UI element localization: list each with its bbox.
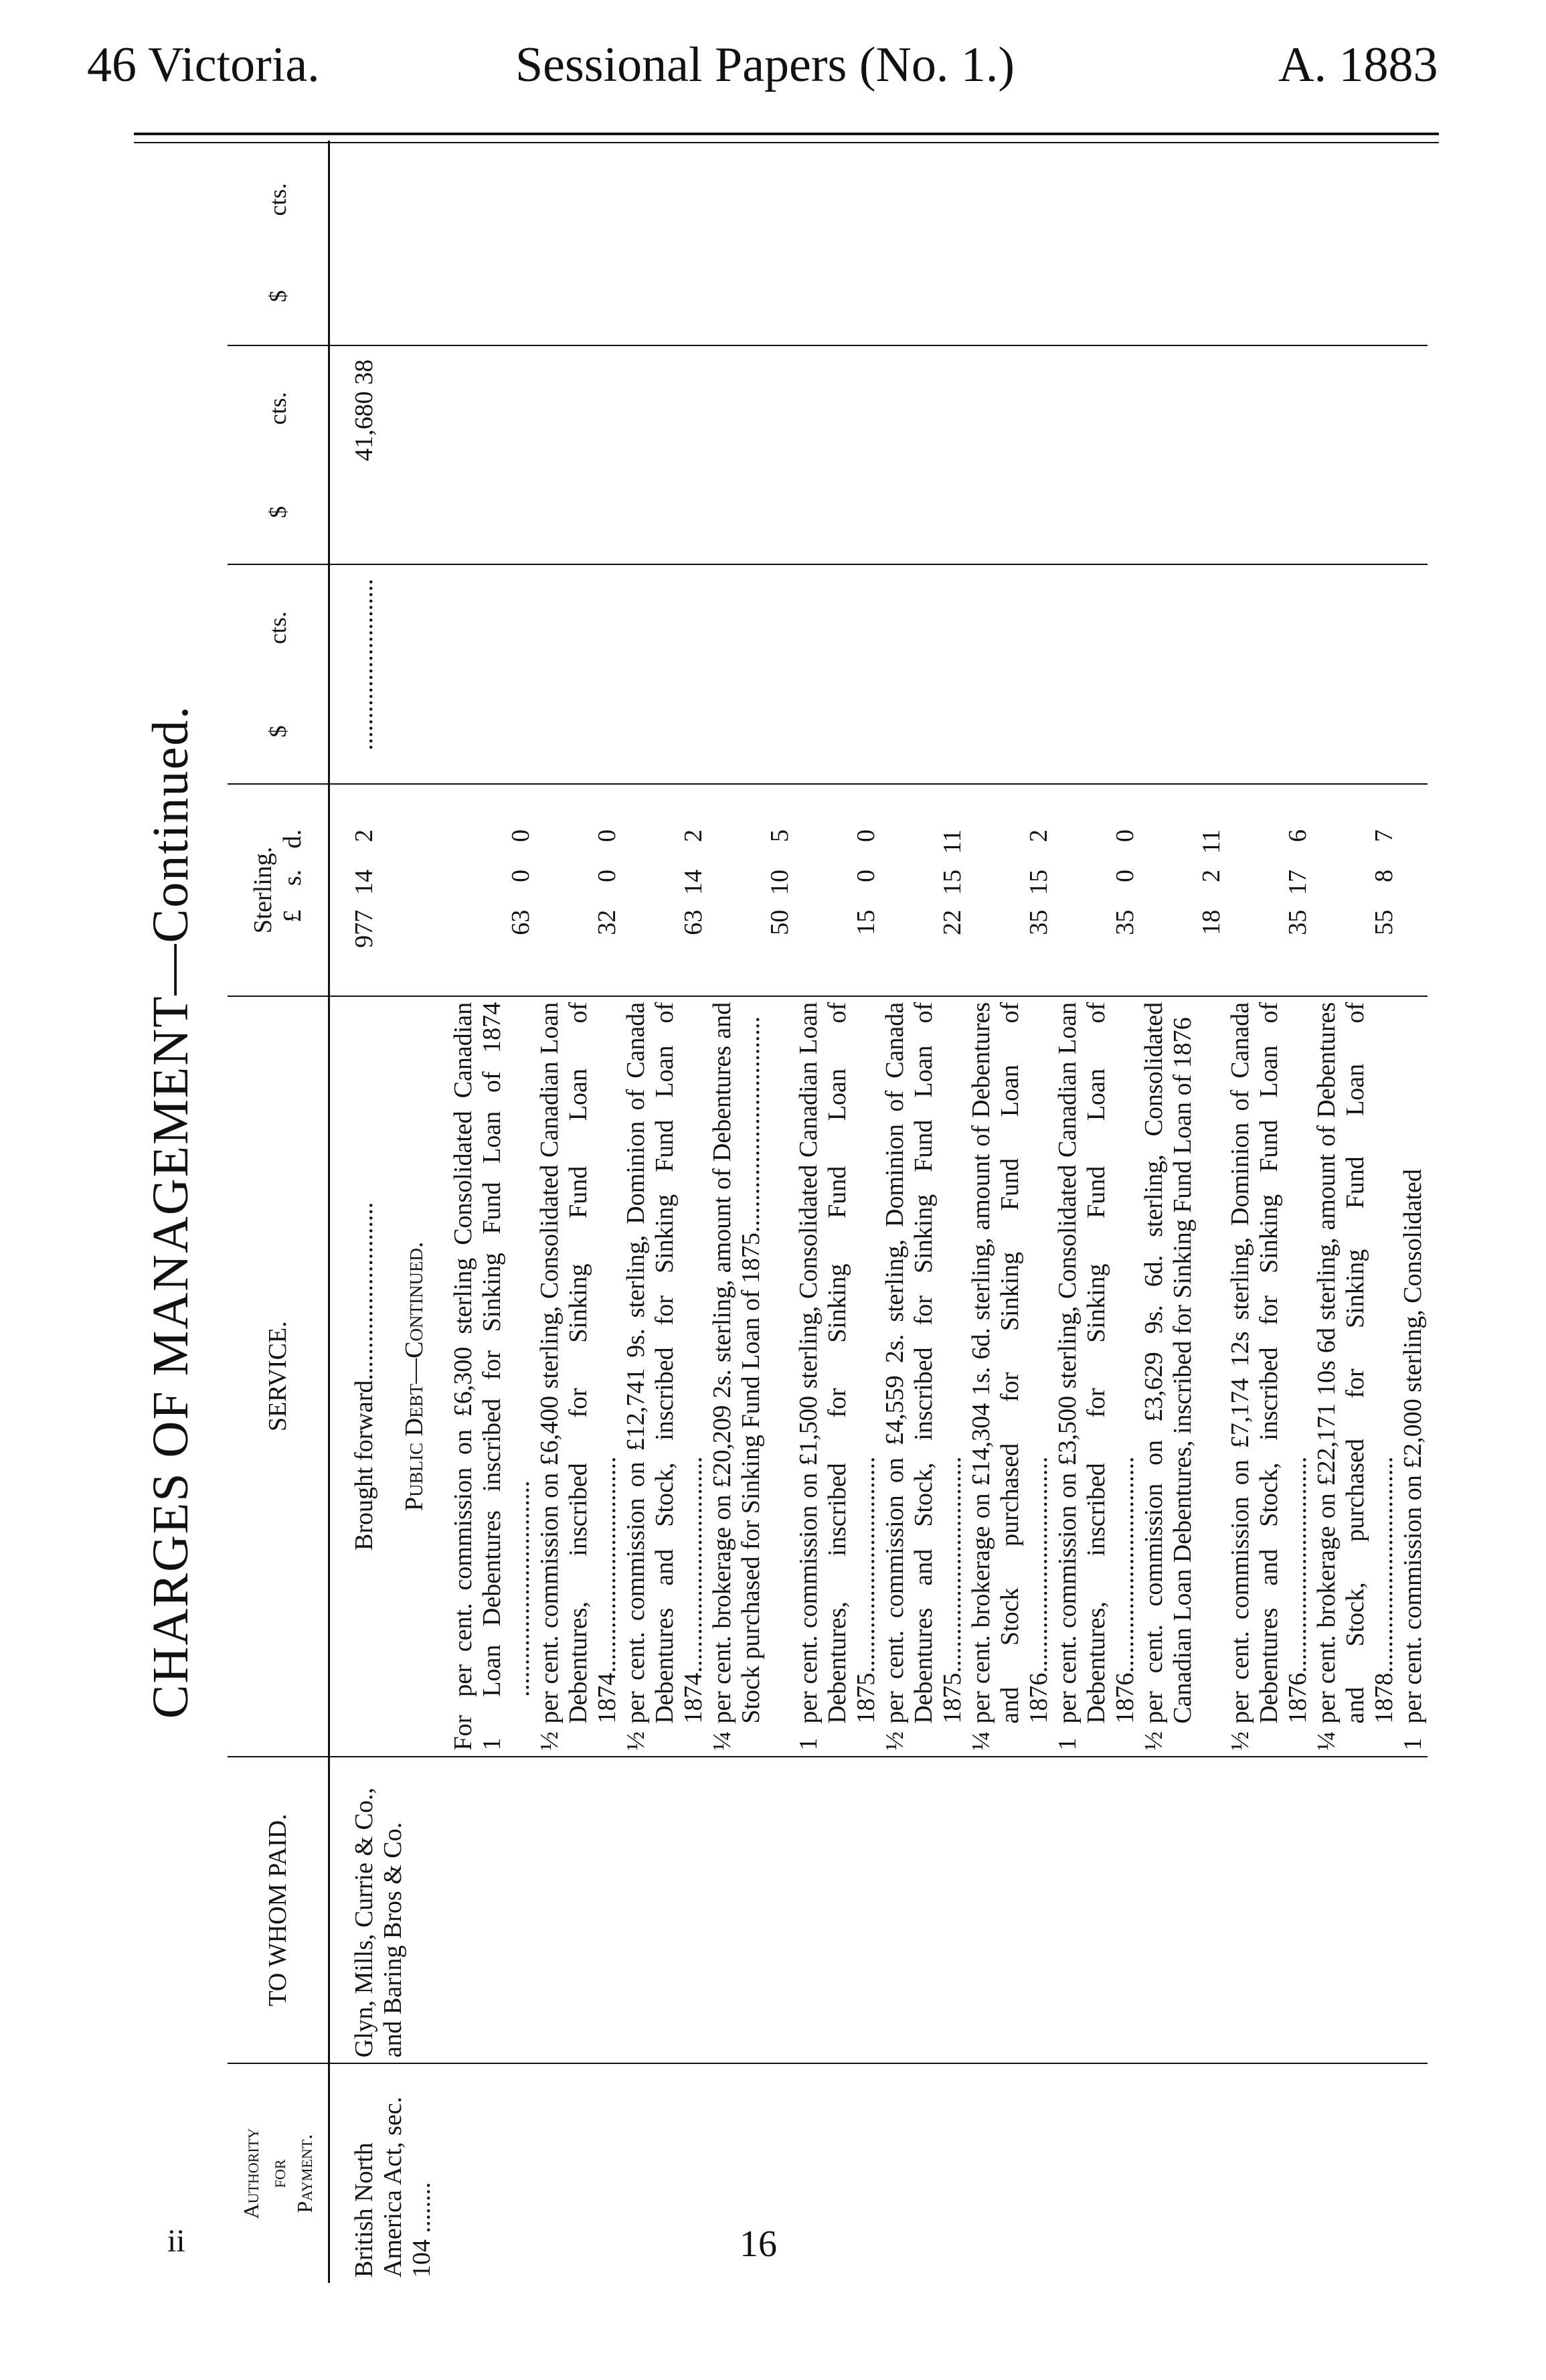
- dollars-cell-3: [329, 141, 1428, 345]
- entry-shillings: 15: [938, 869, 966, 895]
- entry-sterling: [1053, 790, 1140, 977]
- entry-shillings: 17: [1284, 869, 1312, 895]
- entry-pounds: 18: [1197, 909, 1225, 935]
- brought-forward-label: Brought forward............................: [350, 1202, 378, 1551]
- dollar-sign-1: $: [264, 725, 291, 738]
- entry-shillings: 0: [593, 869, 621, 882]
- entry-pence: 0: [507, 829, 535, 842]
- service-entry: [1312, 1002, 1399, 1751]
- service-entry: [967, 1002, 1053, 1751]
- header-center: Sessional Papers (No. 1.): [515, 37, 1015, 92]
- table-body-row: [329, 141, 1428, 2283]
- service-entry: [1053, 1002, 1140, 1751]
- service-entry: [535, 1002, 622, 1751]
- authority-header: [228, 2063, 329, 2283]
- entry-shillings: 15: [1025, 869, 1053, 895]
- header-rule: [134, 133, 1439, 135]
- entry-sterling: [535, 790, 622, 977]
- entry-shillings: 0: [852, 869, 880, 882]
- bf-pence: 2: [350, 829, 378, 842]
- entry-description: per cent. commission on £3,629 9s. 6d. sterling, Consolidated Canadian Loan Debentures, inscribed for Sinking Fund Loan of 1876: [1140, 1002, 1197, 1724]
- header-right: A. 1883: [1278, 37, 1438, 92]
- entry-shillings: 8: [1370, 869, 1398, 882]
- entry-rate: ¼: [1312, 1731, 1341, 1751]
- entry-sterling: [1399, 790, 1428, 977]
- service-entry: [794, 1002, 881, 1751]
- dollar-sign-3: $: [264, 290, 291, 303]
- entry-pence: 2: [679, 829, 707, 842]
- entry-description: per cent. commission on £7,174 12s sterling, Dominion of Canada Debentures and Stock, inscribed for Sinking Fund Loan of 1876..................................: [1226, 1002, 1312, 1724]
- bf-pounds: 977: [350, 909, 378, 948]
- service-entries: [449, 1002, 1428, 1751]
- pound-sign: £: [278, 909, 307, 923]
- entry-sterling: [967, 790, 1053, 977]
- dollars-cell-2: [329, 345, 1428, 565]
- service-entry: [449, 1002, 535, 1751]
- sterling-entries: [449, 790, 1428, 990]
- entry-pence: 11: [938, 829, 966, 854]
- entry-rate: ¼: [708, 1731, 736, 1751]
- entry-pence: 5: [766, 829, 794, 842]
- entry-rate: ½: [881, 1731, 909, 1751]
- entry-pounds: 55: [1370, 909, 1398, 935]
- sterling-cell: [329, 784, 1428, 996]
- entry-description: per cent. commission on £1,500 sterling, Consolidated Canadian Loan Debentures, inscribed for Sinking Fund Loan of 1875..................................: [794, 1002, 880, 1724]
- entry-rate: For 1: [449, 1715, 506, 1751]
- brought-forward-sterling: [350, 790, 379, 977]
- entry-shillings: 14: [679, 869, 707, 895]
- service-header: SERVICE.: [228, 996, 329, 1757]
- entry-pence: 0: [1111, 829, 1139, 842]
- entry-sterling: [622, 790, 708, 977]
- authority-header-line-3: Payment.: [292, 2134, 317, 2213]
- entry-description: per cent. commission on £12,741 9s. sterling, Dominion of Canada Debentures and Stock, inscribed for Sinking Fund Loan of 1874..................................: [622, 1002, 707, 1724]
- service-entry: [1226, 1002, 1312, 1751]
- service-entry: [708, 1002, 794, 1751]
- entry-pounds: 35: [1284, 909, 1312, 935]
- cents-label-3: cts.: [264, 183, 291, 216]
- entry-rate: ¼: [967, 1731, 995, 1751]
- entry-sterling: [449, 790, 535, 977]
- entry-pence: 0: [852, 829, 880, 842]
- margin-roman-mark: ii: [167, 2223, 185, 2259]
- sterling-header: [228, 784, 329, 996]
- entry-sterling: [708, 790, 794, 977]
- entry-pence: 11: [1197, 829, 1225, 854]
- entry-pence: 7: [1370, 829, 1398, 842]
- sterling-header-label: Sterling.: [249, 846, 277, 934]
- entry-description: per cent. commission on £4,559 2s. sterling, Dominion of Canada Debentures and Stock, inscribed for Sinking Fund Loan of 1875..................................: [881, 1002, 966, 1724]
- entry-pence: 0: [593, 829, 621, 842]
- entry-description: per cent. commission on £2,000 sterling, Consolidated: [1399, 1169, 1427, 1724]
- entry-pounds: 15: [852, 909, 880, 935]
- service-entry: [1140, 1002, 1226, 1751]
- entry-shillings: 2: [1197, 869, 1225, 882]
- entry-sterling: [794, 790, 881, 977]
- entry-pounds: 22: [938, 909, 966, 935]
- authority-header-line-1: Authority: [239, 2128, 263, 2219]
- bf-shillings: 14: [350, 869, 378, 895]
- service-entry: [881, 1002, 967, 1751]
- entry-description: per cent. brokerage on £22,171 10s 6d sterling, amount of Debentures and Stock, purchased for Sinking Fund Loan of 1878..................................: [1312, 1002, 1398, 1724]
- dollars-cell-1: [329, 564, 1428, 784]
- cents-label-2: cts.: [264, 392, 291, 425]
- entry-sterling: [1312, 790, 1399, 977]
- margin-page-number: 16: [740, 2223, 777, 2265]
- entry-rate: ½: [1140, 1731, 1168, 1751]
- entry-sterling: [881, 790, 967, 977]
- service-cell: [329, 996, 1428, 1757]
- charges-table: [228, 141, 1428, 2283]
- entry-sterling: [1140, 790, 1226, 977]
- dollars-header-1: [228, 564, 329, 784]
- entry-description: per cent. brokerage on £14,304 1s. 6d. sterling, amount of Debentures and Stock purchased for Sinking Fund Loan of 1876..................................: [967, 1002, 1053, 1724]
- dollar-sign-2: $: [264, 505, 291, 518]
- entry-rate: ½: [622, 1731, 650, 1751]
- entry-pence: 6: [1284, 829, 1312, 842]
- entry-pounds: 63: [507, 909, 535, 935]
- to-whom-cell: Glyn, Mills, Currie & Co., and Baring Bros & Co.: [329, 1757, 1428, 2064]
- entry-pounds: 35: [1025, 909, 1053, 935]
- entry-pounds: 32: [593, 909, 621, 935]
- entry-shillings: 0: [1111, 869, 1139, 882]
- entry-description: per cent. brokerage on £20,209 2s. sterling, amount of Debentures and Stock purchased for Sinking Fund Loan of 1875..................................: [708, 1002, 765, 1724]
- dollars-header-2: [228, 345, 329, 565]
- entry-rate: ½: [1226, 1731, 1254, 1751]
- entry-description: per cent. commission on £6,400 sterling, Consolidated Canadian Loan Debentures, inscribed for Sinking Fund Loan of 1874..................................: [535, 1002, 621, 1724]
- entry-pence: 2: [1025, 829, 1053, 842]
- brought-forward-col1: ...........................: [350, 578, 378, 750]
- table-title: CHARGES OF MANAGEMENT—Continued.: [143, 704, 199, 1719]
- entry-sterling: [1226, 790, 1312, 977]
- section-heading: Public Debt—Continued.: [400, 1241, 428, 1511]
- header-left: 46 Victoria.: [87, 37, 320, 92]
- entry-shillings: 10: [766, 869, 794, 895]
- rotated-table-block: [134, 141, 1426, 2283]
- entry-description: per cent. commission on £6,300 sterling Consolidated Canadian Loan Debentures inscribed for Sinking Fund Loan of 1874 ..................................: [449, 1002, 535, 1697]
- entry-description: per cent. commission on £3,500 sterling, Consolidated Canadian Loan Debentures, inscribed for Sinking Fund Loan of 1876..................................: [1053, 1002, 1139, 1724]
- entry-rate: 1: [794, 1737, 823, 1751]
- entry-shillings: 0: [507, 869, 535, 882]
- entry-rate: 1: [1053, 1737, 1082, 1751]
- service-entry: [622, 1002, 708, 1751]
- pence-sign: d.: [278, 829, 307, 849]
- shilling-sign: s.: [278, 869, 307, 886]
- entry-rate: 1: [1399, 1737, 1427, 1751]
- brought-forward-col2: 41,680 38: [350, 359, 378, 461]
- entry-rate: ½: [535, 1731, 564, 1751]
- entry-pounds: 63: [679, 909, 707, 935]
- dollars-header-3: [228, 141, 329, 345]
- service-entry: [1399, 1002, 1428, 1751]
- table-header-row: [228, 141, 329, 2283]
- entry-pounds: 50: [766, 909, 794, 935]
- authority-cell: British North America Act, sec. 104 ........: [329, 2063, 1428, 2283]
- entry-pounds: 35: [1111, 909, 1139, 935]
- to-whom-header: TO WHOM PAID.: [228, 1757, 329, 2064]
- cents-label-1: cts.: [264, 611, 291, 645]
- authority-header-line-2: for: [266, 2159, 290, 2189]
